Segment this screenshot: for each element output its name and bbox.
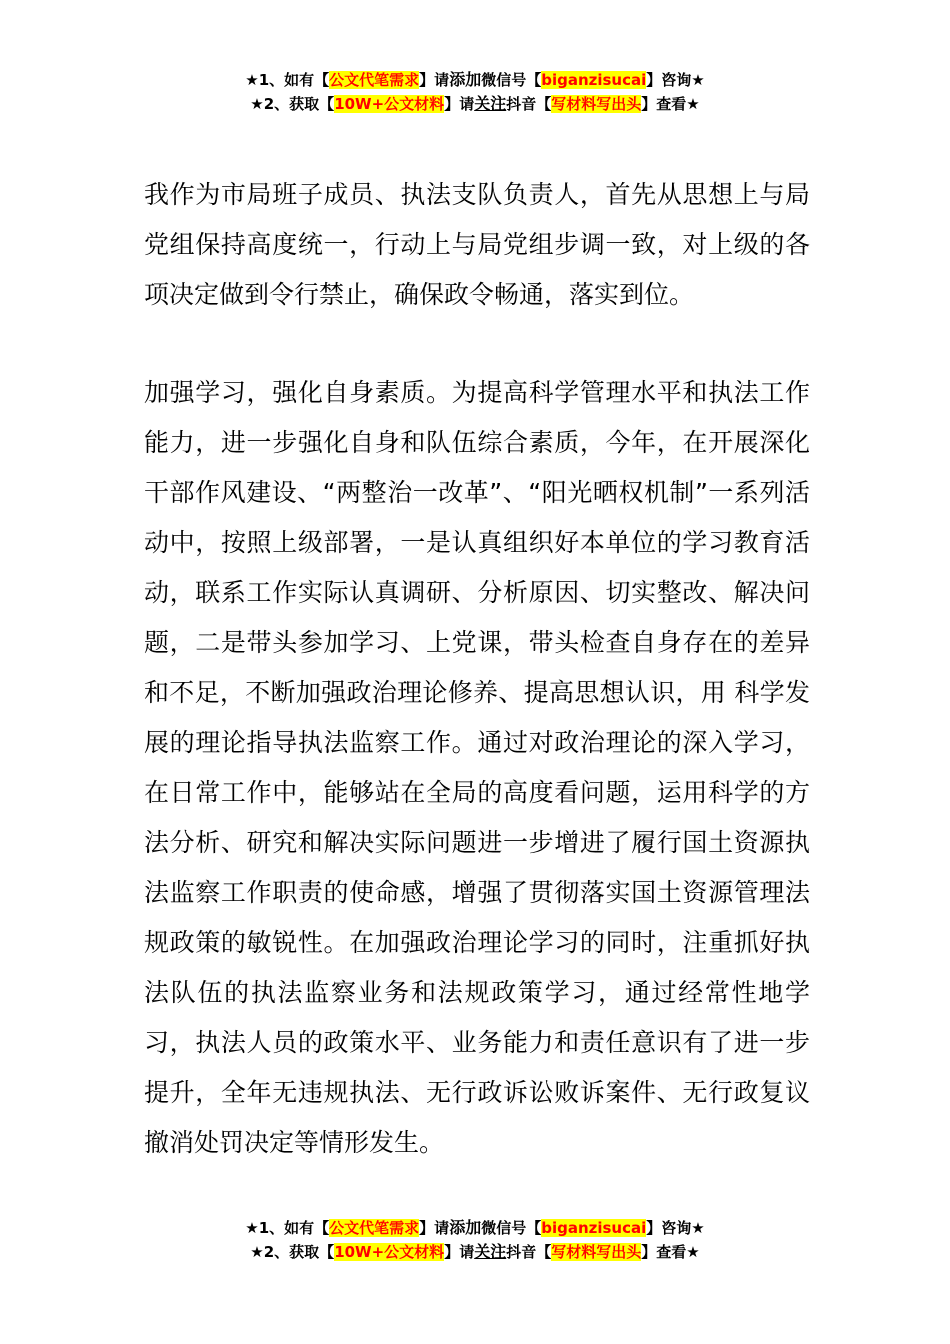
banner-text: 抖音【 <box>506 1243 552 1261</box>
banner-highlight: 10W+公文材料 <box>334 95 445 113</box>
banner-text: 】请 <box>444 95 475 113</box>
banner-text: 微信号【 <box>481 1219 542 1237</box>
banner-highlight-douyin-id: 写材料写出头 <box>551 95 642 113</box>
banner-text: 】咨询★ <box>646 1219 705 1237</box>
footer-banner <box>0 1216 950 1264</box>
banner-text: 】查看★ <box>641 1243 700 1261</box>
banner-emphasis: 关注 <box>474 1242 507 1261</box>
banner-highlight-douyin-id: 写材料写出头 <box>551 1243 642 1261</box>
banner-highlight: 10W+公文材料 <box>334 1243 445 1261</box>
body-paragraph: 我作为市局班子成员、执法支队负责人，首先从思想上与局党组保持高度统一，行动上与局党组步调一致，对上级的各项决定做到令行禁止，确保政令畅通，落实到位。 <box>144 180 810 309</box>
banner-text: 】请 <box>419 1219 450 1237</box>
banner-highlight: 公文代笔需求 <box>329 1219 420 1237</box>
header-banner <box>0 68 950 116</box>
banner-text: ★1、如有【 <box>245 71 330 89</box>
banner-text: ★1、如有【 <box>245 1219 330 1237</box>
banner-text: ★2、获取【 <box>250 95 335 113</box>
banner-line-1 <box>0 1216 950 1240</box>
banner-emphasis: 添加 <box>449 70 482 89</box>
banner-highlight-wechat-id: biganzisucai <box>541 71 647 89</box>
banner-emphasis: 关注 <box>474 94 507 113</box>
banner-text: 】查看★ <box>641 95 700 113</box>
banner-text: 】请 <box>419 71 450 89</box>
body-paragraph-1-block <box>144 170 810 320</box>
banner-text: 】咨询★ <box>646 71 705 89</box>
banner-highlight: 公文代笔需求 <box>329 71 420 89</box>
banner-text: 微信号【 <box>481 71 542 89</box>
banner-line-2 <box>0 1240 950 1264</box>
banner-line-2 <box>0 92 950 116</box>
banner-text: 抖音【 <box>506 95 552 113</box>
body-paragraph-2-block <box>144 368 810 1168</box>
banner-text: 】请 <box>444 1243 475 1261</box>
banner-line-1 <box>0 68 950 92</box>
body-paragraph: 加强学习，强化自身素质。为提高科学管理水平和执法工作能力，进一步强化自身和队伍综合素质，今年，在开展深化干部作风建设、“两整治一改革”、“阳光晒权机制”一系列活动中，按照上级部署，一是认真组织好本单位的学习教育活动，联系工作实际认真调研、分析原因、切实整改、解决问题，二是带头参加学习、上党课，带头检查自身存在的差异和不足，不断加强政治理论修养、提高思想认识，用 科学发展的理论指导执法监察工作。通过对政治理论的深入学习，在日常工作中，能够站在全局的高度看问题，运用科学的方法分析、研究和解决实际问题进一步增进了履行国土资源执法监察工作职责的使命感，增强了贯彻落实国土资源管理法规政策的敏锐性。在加强政治理论学习的同时，注重抓好执法队伍的执法监察业务和法规政策学习，通过经常性地学习，执法人员的政策水平、业务能力和责任意识有了进一步提升，全年无违规执法、无行政诉讼败诉案件、无行政复议撤消处罚决定等情形发生。 <box>144 378 810 1157</box>
banner-text: ★2、获取【 <box>250 1243 335 1261</box>
banner-emphasis: 添加 <box>449 1218 482 1237</box>
banner-highlight-wechat-id: biganzisucai <box>541 1219 647 1237</box>
